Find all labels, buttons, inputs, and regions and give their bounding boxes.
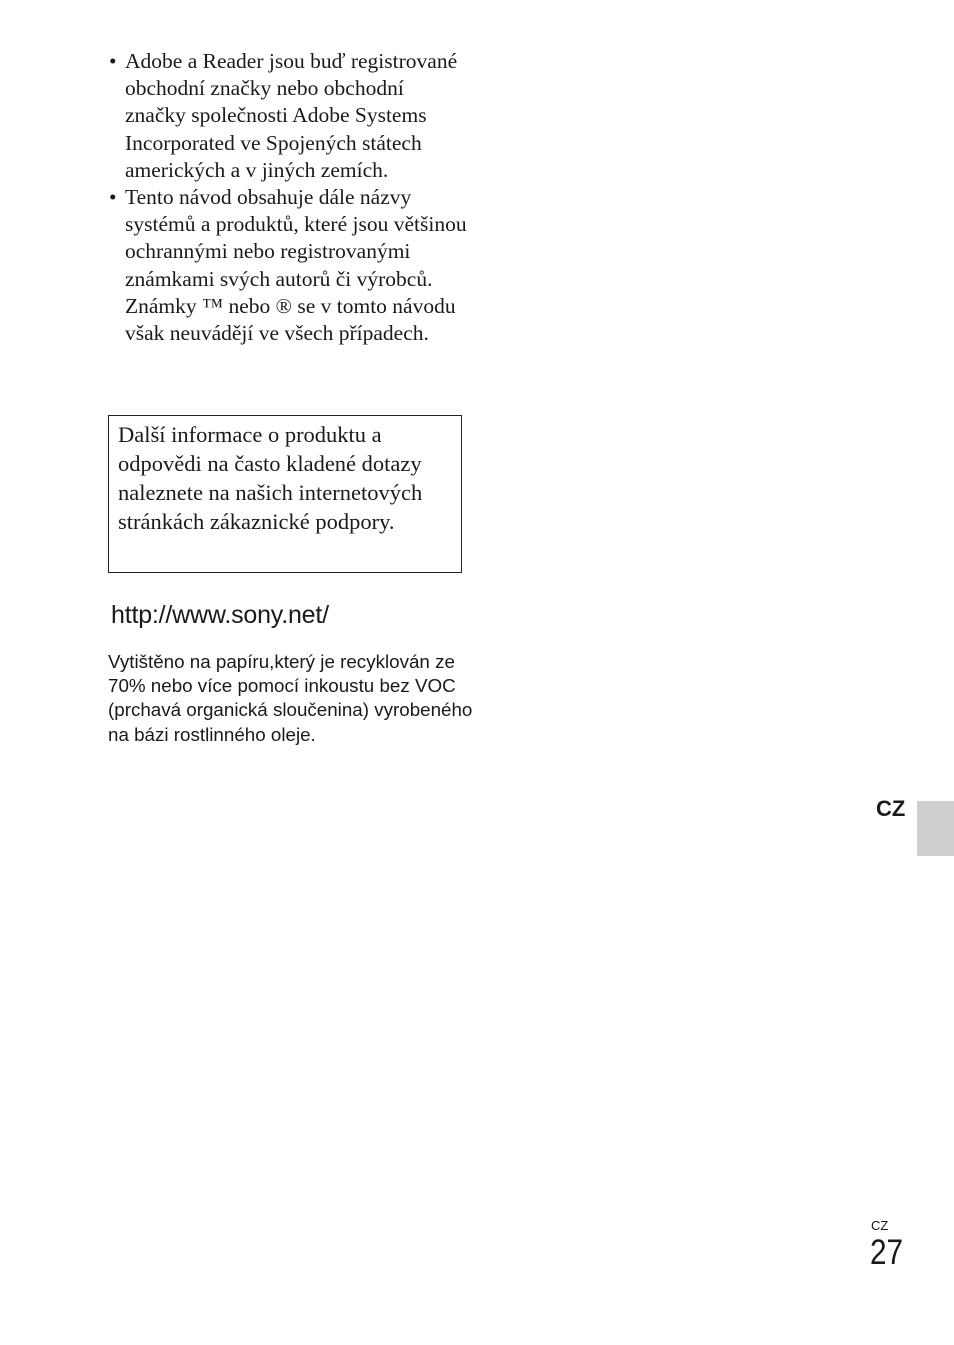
trademark-list (108, 48, 468, 347)
support-url-link[interactable]: http://www.sony.net/ (111, 601, 329, 629)
bullet-icon: • (109, 49, 117, 73)
support-info-box (108, 415, 462, 573)
support-info-text: Další informace o produktu a odpovědi na často kladené dotazy naleznete na našich internetových stránkách zákaznické podpory. (118, 422, 423, 534)
trademark-text-adobe: Adobe a Reader jsou buď registrované obchodní značky nebo obchodní značky společnosti Adobe Systems Incorporated ve Spojených státech amerických a v jiných zemích. (125, 49, 458, 182)
list-item (108, 184, 468, 347)
trademark-text-general: Tento návod obsahuje dále názvy systémů a produktů, které jsou většinou ochrannými nebo registrovanými známkami svých autorů či výrobců. Známky ™ nebo ® se v tomto návodu však neuvádějí ve všech případech. (125, 185, 467, 346)
language-tab-label: CZ (876, 796, 906, 821)
language-tab-marker (917, 801, 954, 856)
footer-language-code: CZ (871, 1218, 889, 1233)
bullet-icon: • (109, 185, 117, 210)
page-number: 27 (870, 1233, 904, 1272)
list-item (108, 48, 468, 184)
recycled-paper-note: Vytištěno na papíru,který je recyklován ze 70% nebo více pomocí inkoustu bez VOC (prchavá organická sloučenina) vyrobeného na bázi rostlinného oleje. (108, 651, 473, 745)
trademark-notes (108, 48, 468, 347)
